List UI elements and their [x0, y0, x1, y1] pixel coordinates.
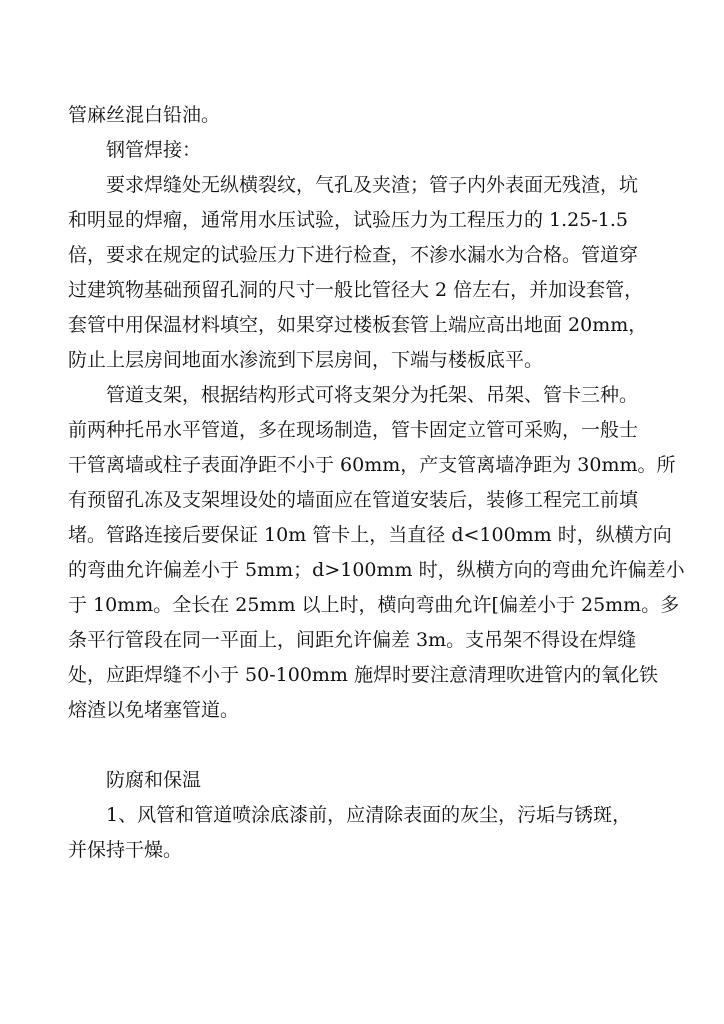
text-line: 和明显的焊瘤，通常用水压试验，试验压力为工程压力的 1.25-1.5 — [68, 209, 628, 231]
text-line: 管道支架，根据结构形式可将支架分为托架、吊架、管卡三种。 — [106, 384, 639, 406]
text-line: 前两种托吊水平管道，多在现场制造，管卡固定立管可采购，一般士 — [68, 419, 639, 441]
text-line: 1、风管和管道喷涂底漆前，应清除表面的灰尘，污垢与锈斑， — [106, 804, 632, 826]
text-line: 过建筑物基础预留孔洞的尺寸一般比管径大 2 倍左右，并加设套管， — [68, 279, 644, 301]
text-line: 堵。管路连接后要保证 10m 管卡上，当直径 d<100mm 时，纵横方向 — [68, 524, 672, 546]
text-line: 熔渣以免堵塞管道。 — [68, 699, 240, 721]
text-line: 干管离墙或柱子表面净距不小于 60mm，产支管离墙净距为 30mm。所 — [68, 454, 676, 476]
text-line: 于 10mm。全长在 25mm 以上时，横向弯曲允许[偏差小于 25mm。多 — [68, 594, 680, 616]
text-line: 的弯曲允许偏差小于 5mm；d>100mm 时，纵横方向的弯曲允许偏差小 — [68, 559, 685, 581]
text-line: 要求焊缝处无纵横裂纹，气孔及夹渣；管子内外表面无残渣，坑 — [106, 174, 639, 196]
section-heading: 钢管焊接： — [106, 139, 202, 161]
text-line: 套管中用保温材料填空，如果穿过楼板套管上端应高出地面 20mm， — [68, 314, 648, 336]
text-line: 防止上层房间地面水渗流到下层房间，下端与楼板底平。 — [68, 349, 544, 371]
document-body — [68, 98, 685, 868]
paragraph-gap — [68, 728, 658, 763]
text-line: 有预留孔冻及支架埋设处的墙面应在管道安装后，装修工程完工前填 — [68, 489, 639, 511]
text-line: 条平行管段在同一平面上，间距允许偏差 3m。支吊架不得设在焊缝 — [68, 629, 637, 651]
section-heading: 防腐和保温 — [106, 769, 202, 791]
text-line: 管麻丝混白铅油。 — [68, 104, 221, 126]
text-line: 倍，要求在规定的试验压力下进行检查，不渗水漏水为合格。管道穿 — [68, 244, 639, 266]
text-line: 并保持干燥。 — [68, 839, 183, 861]
text-line: 处，应距焊缝不小于 50-100mm 施焊时要注意清理吹进管内的氧化铁 — [68, 664, 658, 686]
